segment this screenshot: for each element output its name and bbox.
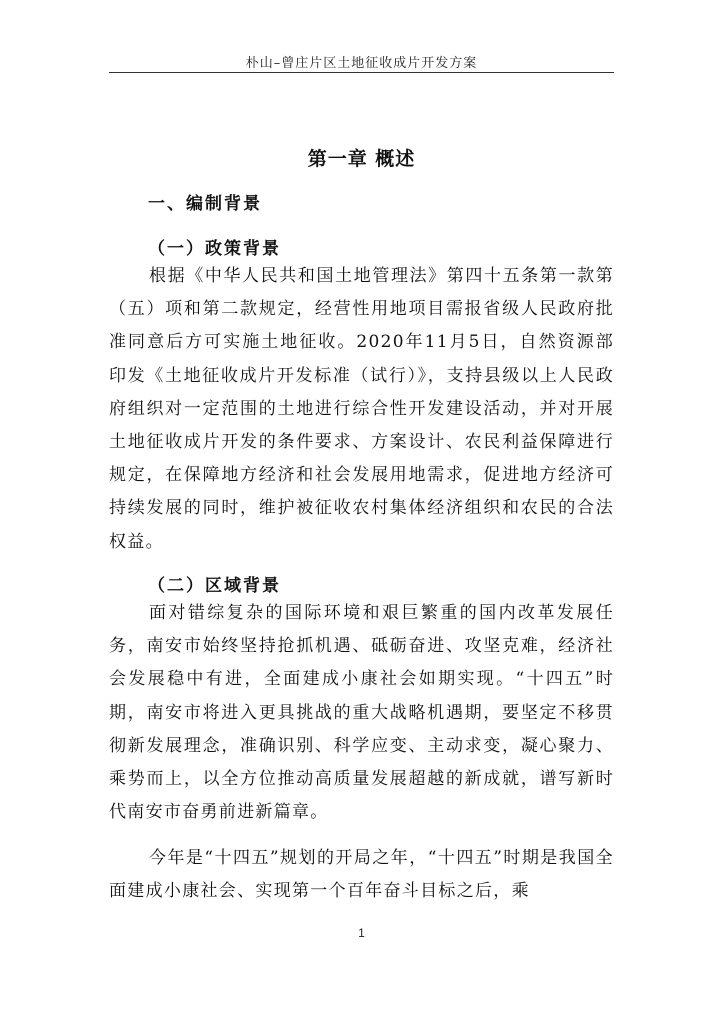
section-heading-background: 一、编制背景 <box>148 194 262 214</box>
subsection-heading-policy: （一）政策背景 <box>148 239 281 259</box>
running-header: 朴山–曾庄片区土地征收成片开发方案 <box>245 56 478 71</box>
header-divider <box>109 72 614 73</box>
subsection-heading-regional: （二）区域背景 <box>148 576 281 596</box>
page-number: 1 <box>358 926 365 940</box>
chapter-title: 第一章 概述 <box>307 148 416 170</box>
paragraph-policy-background: 根据《中华人民共和国土地管理法》第四十五条第一款第（五）项和第二款规定，经营性用地项目需报省级人民政府批准同意后方可实施土地征收。2020年11月5日，自然资源部印发《土地征收成片开发标准（试行）》，支持县级以上人民政府组织对一定范围的土地进行综合性开发建设活动，并对开展土地征收成片开发的条件要求、方案设计、农民利益保障进行规定，在保障地方经济和社会发展用地需求，促进地方经济可持续发展的同时，维护被征收农村集体经济组织和农民的合法权益。 <box>109 266 614 552</box>
paragraph-regional-background-2: 今年是“十四五”规划的开局之年，“十四五”时期是我国全面建成小康社会、实现第一个百年奋斗目标之后，乘 <box>109 848 614 902</box>
paragraph-regional-background-1: 面对错综复杂的国际环境和艰巨繁重的国内改革发展任务，南安市始终坚持抢抓机遇、砥砺奋进、攻坚克难，经济社会发展稳中有进，全面建成小康社会如期实现。“十四五”时期，南安市将进入更具挑战的重大战略机遇期，要坚定不移贯彻新发展理念，准确识别、科学应变、主动求变，凝心聚力、乘势而上，以全方位推动高质量发展超越的新成就，谱写新时代南安市奋勇前进新篇章。 <box>109 603 614 823</box>
